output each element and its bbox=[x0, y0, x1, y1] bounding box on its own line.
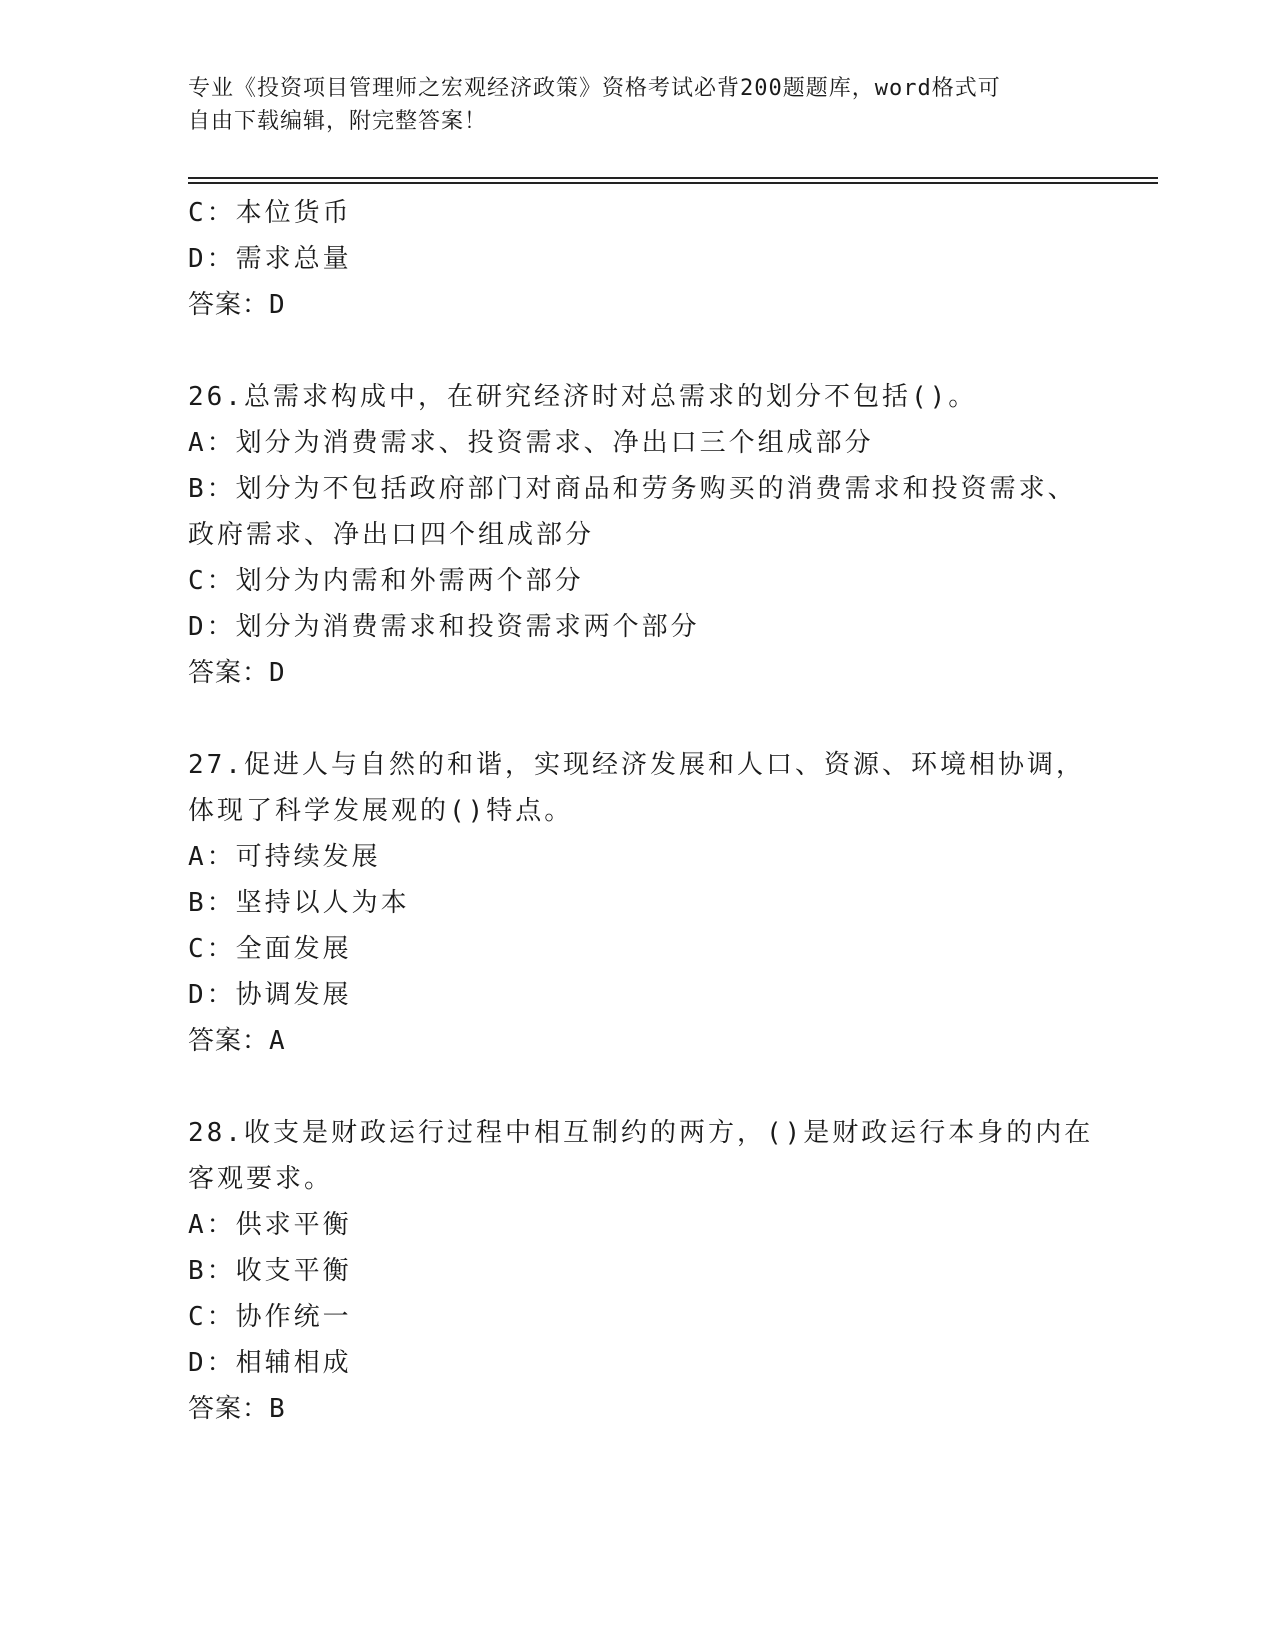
option-b: B：划分为不包括政府部门对商品和劳务购买的消费需求和投资需求、 bbox=[188, 474, 1077, 504]
option-a: A：可持续发展 bbox=[188, 842, 381, 872]
option-c: C：全面发展 bbox=[188, 934, 352, 964]
option-c: C：划分为内需和外需两个部分 bbox=[188, 566, 584, 596]
option-d: D：划分为消费需求和投资需求两个部分 bbox=[188, 612, 700, 642]
option-c: C：本位货币 bbox=[188, 198, 352, 228]
question-spacer bbox=[188, 1064, 1088, 1110]
question-spacer bbox=[188, 328, 1088, 374]
question-stem: 27.促进人与自然的和谐，实现经济发展和人口、资源、环境相协调， bbox=[188, 750, 1085, 780]
answer-line: 答案：D bbox=[188, 658, 286, 688]
document-header bbox=[188, 72, 1088, 138]
option-a: A：供求平衡 bbox=[188, 1210, 352, 1240]
question-27 bbox=[188, 742, 1088, 1064]
option-d: D：需求总量 bbox=[188, 244, 352, 274]
question-list bbox=[188, 190, 1094, 1432]
question-26 bbox=[188, 374, 1088, 696]
header-divider-bottom bbox=[188, 182, 1158, 184]
header-title-line-1: 专业《投资项目管理师之宏观经济政策》资格考试必背200题题库，word格式可 bbox=[188, 76, 1001, 101]
answer-line: 答案：A bbox=[188, 1026, 286, 1056]
question-stem: 26.总需求构成中，在研究经济时对总需求的划分不包括()。 bbox=[188, 382, 978, 412]
answer-line: 答案：D bbox=[188, 290, 286, 320]
option-b: B：坚持以人为本 bbox=[188, 888, 410, 918]
option-a: A：划分为消费需求、投资需求、净出口三个组成部分 bbox=[188, 428, 874, 458]
option-b: B：收支平衡 bbox=[188, 1256, 352, 1286]
option-d: D：协调发展 bbox=[188, 980, 352, 1010]
question-stem-continued: 客观要求。 bbox=[188, 1164, 334, 1194]
question-stem-continued: 体现了科学发展观的()特点。 bbox=[188, 796, 574, 826]
question-stem: 28.收支是财政运行过程中相互制约的两方，()是财政运行本身的内在 bbox=[188, 1118, 1094, 1148]
header-title-line-2: 自由下载编辑，附完整答案！ bbox=[188, 109, 488, 134]
option-b-continued: 政府需求、净出口四个组成部分 bbox=[188, 520, 595, 550]
option-d: D：相辅相成 bbox=[188, 1348, 352, 1378]
header-divider-top bbox=[188, 177, 1158, 179]
question-25-tail bbox=[188, 190, 1088, 328]
question-28 bbox=[188, 1110, 1094, 1432]
option-c: C：协作统一 bbox=[188, 1302, 352, 1332]
question-spacer bbox=[188, 696, 1088, 742]
answer-line: 答案：B bbox=[188, 1394, 286, 1424]
